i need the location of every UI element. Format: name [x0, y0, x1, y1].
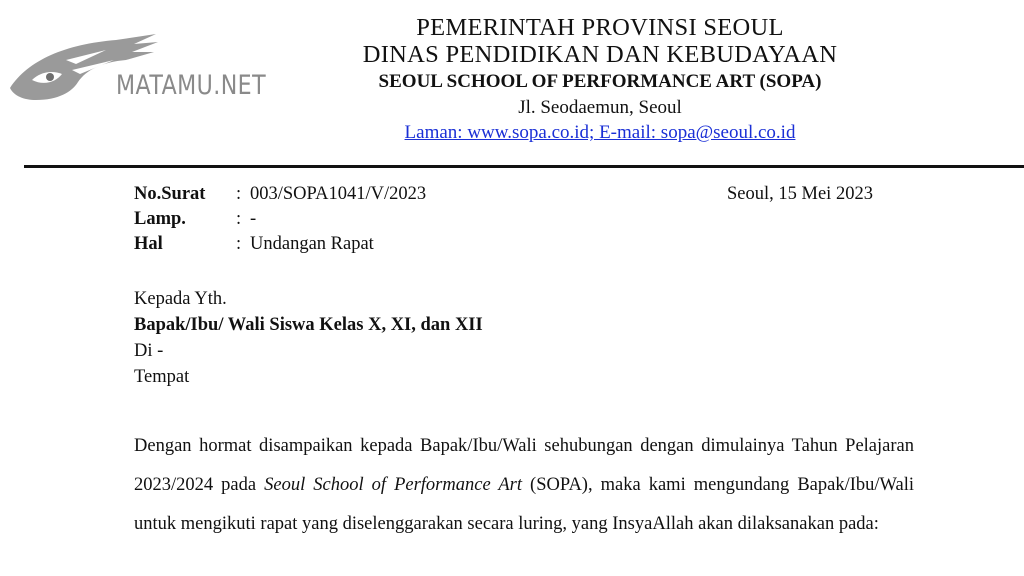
- meta-row-attachment: [134, 207, 426, 232]
- body-school-name: Seoul School of Performance Art: [264, 475, 523, 495]
- letter-meta: [134, 182, 426, 257]
- letter-date: Seoul, 15 Mei 2023: [727, 184, 873, 204]
- body-text-end: (SOPA), maka kami mengundang Bapak/Ibu/Wali untuk mengikuti rapat yang diselenggarakan secara luring, yang InsyaAllah akan dilaksanakan pada:: [134, 475, 915, 534]
- body-text-start: Dengan hormat disampaikan kepada Bapak/Ibu/Wali sehubungan dengan dimulainya Tahun Pelajaran 2023/2024 pada: [134, 436, 914, 495]
- recipient-greeting: Kepada Yth.: [134, 289, 227, 309]
- body-paragraph: [134, 427, 914, 544]
- meta-subject-separator: :: [236, 234, 242, 254]
- meta-attachment-separator: :: [236, 209, 242, 229]
- meta-subject-label: Hal: [134, 234, 163, 254]
- letterhead-address: Jl. Seodaemun, Seoul: [518, 97, 682, 118]
- recipient-di: Di -: [134, 341, 164, 361]
- letter-body: [134, 427, 914, 544]
- meta-number-value: 003/SOPA1041/V/2023: [250, 184, 427, 204]
- meta-number-label: No.Surat: [134, 184, 206, 204]
- recipient-block: [134, 286, 483, 390]
- meta-row-number: [134, 182, 426, 207]
- recipient-place: Tempat: [134, 367, 190, 387]
- letterhead-contact-link[interactable]: Laman: www.sopa.co.id; E-mail: sopa@seoul.co.id: [404, 122, 796, 143]
- letterhead-school: SEOUL SCHOOL OF PERFORMANCE ART (SOPA): [378, 71, 822, 92]
- letterhead-divider: [24, 165, 1024, 168]
- meta-subject-value: Undangan Rapat: [250, 234, 374, 254]
- recipient-name: Bapak/Ibu/ Wali Siswa Kelas X, XI, dan XII: [134, 315, 483, 335]
- meta-attachment-value: -: [250, 209, 257, 229]
- letterhead-government: PEMERINTAH PROVINSI SEOUL: [416, 14, 784, 41]
- letterhead: [300, 14, 900, 145]
- meta-row-subject: [134, 232, 426, 257]
- meta-number-separator: :: [236, 184, 242, 204]
- meta-attachment-label: Lamp.: [134, 209, 186, 229]
- watermark-text: MATAMU.NET: [116, 70, 267, 101]
- letterhead-department: DINAS PENDIDIKAN DAN KEBUDAYAAN: [362, 41, 838, 68]
